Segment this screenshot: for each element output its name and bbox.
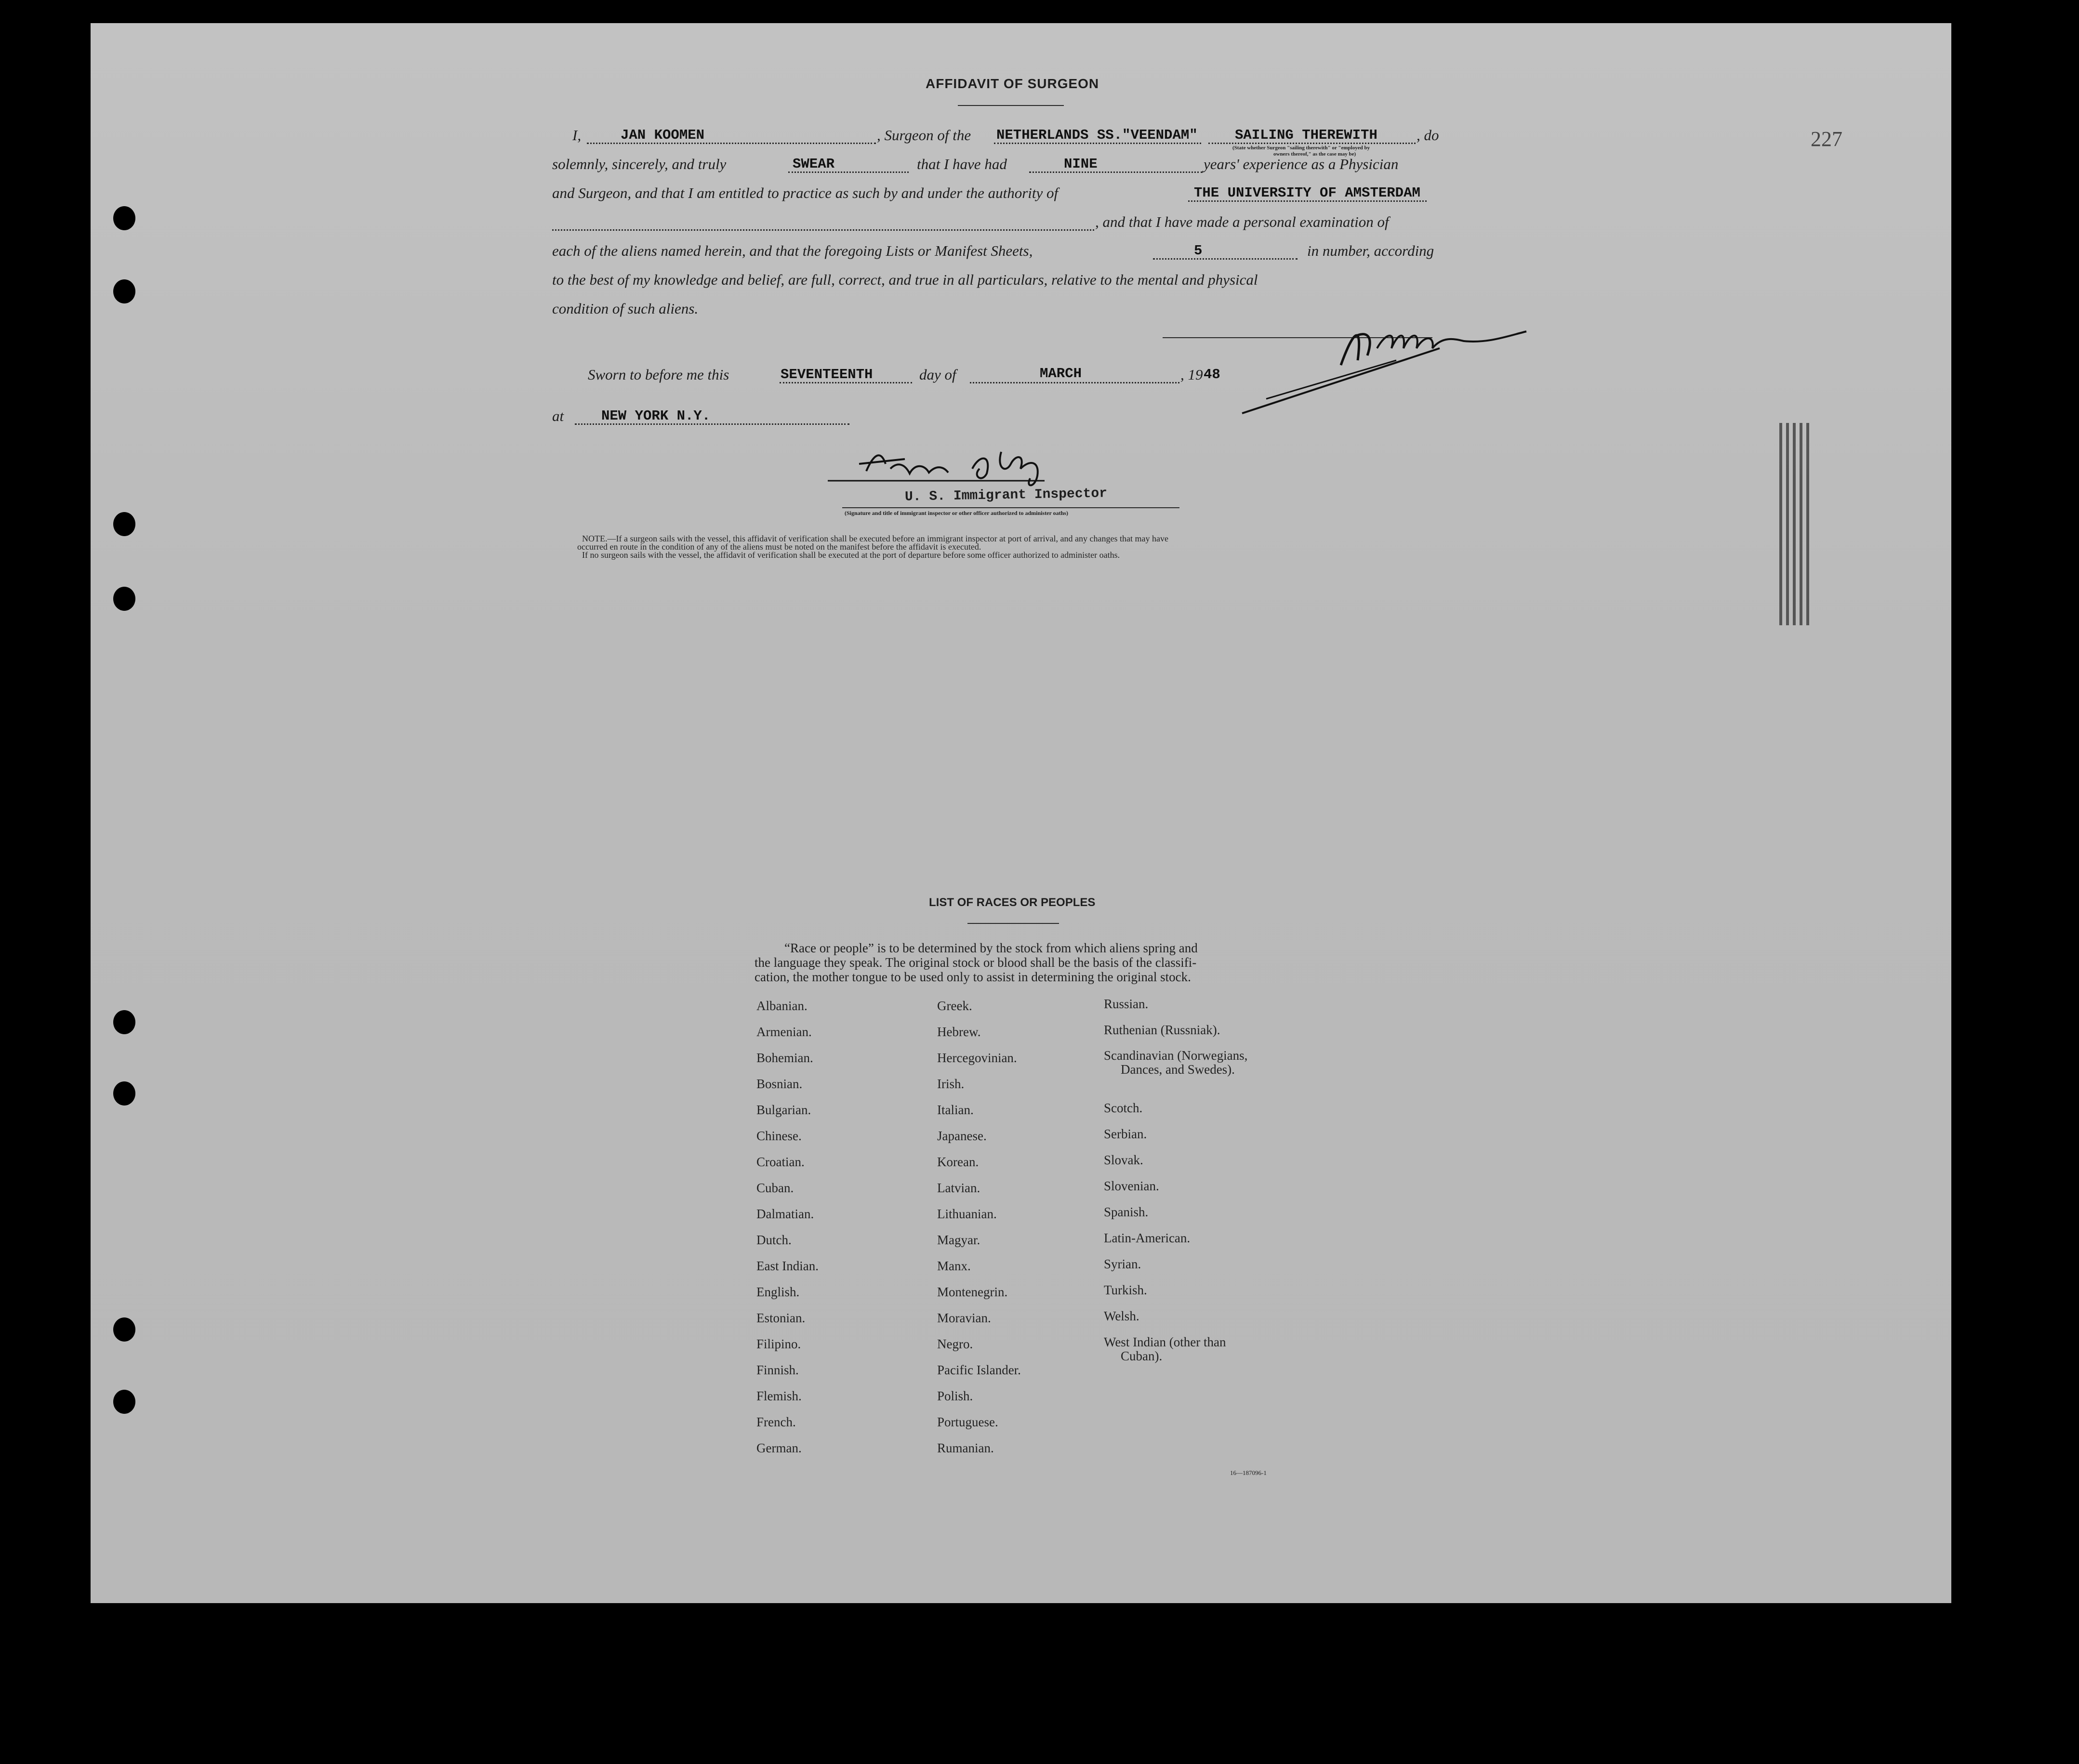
sworn-year-prefix: , 19 bbox=[1180, 366, 1203, 383]
race-item: Spanish. bbox=[1104, 1205, 1149, 1219]
race-item: Croatian. bbox=[756, 1155, 805, 1169]
line2-mid: that I have had bbox=[917, 156, 1007, 172]
race-item: Armenian. bbox=[756, 1025, 812, 1039]
race-item: Italian. bbox=[937, 1103, 974, 1117]
sailing-note-1: (State whether Surgeon "sailing therewith" or "employed by bbox=[1232, 145, 1370, 151]
race-item: Estonian. bbox=[756, 1311, 806, 1325]
race-item: Polish. bbox=[937, 1389, 973, 1403]
vessel-name: NETHERLANDS SS."VEENDAM" bbox=[996, 127, 1198, 143]
race-item: English. bbox=[756, 1285, 800, 1299]
race-item: Chinese. bbox=[756, 1129, 802, 1143]
race-item: Korean. bbox=[937, 1155, 979, 1169]
race-item: Filipino. bbox=[756, 1337, 801, 1351]
line5-prefix: each of the aliens named herein, and that the foregoing Lists or Manifest Sheets, bbox=[552, 242, 1033, 259]
note-line-2: occurred en route in the condition of any of the aliens must be noted on the manifest before the affidavit is executed. bbox=[577, 542, 981, 552]
line7-text: condition of such aliens. bbox=[552, 300, 699, 317]
punch-hole bbox=[113, 1317, 135, 1342]
race-item: Russian. bbox=[1104, 997, 1149, 1011]
sheets-count: 5 bbox=[1194, 243, 1203, 259]
sworn-prefix: Sworn to before me this bbox=[588, 366, 729, 383]
race-item: Pacific Islander. bbox=[937, 1363, 1021, 1377]
authority-line-2 bbox=[552, 229, 1094, 231]
race-item: Lithuanian. bbox=[937, 1207, 997, 1221]
race-item: Cuban). bbox=[1121, 1349, 1163, 1363]
race-item: Flemish. bbox=[756, 1389, 802, 1403]
race-item: Hercegovinian. bbox=[937, 1051, 1017, 1065]
years-line bbox=[1029, 171, 1203, 173]
race-item: Turkish. bbox=[1104, 1283, 1147, 1297]
race-item: Hebrew. bbox=[937, 1025, 981, 1039]
race-item: East Indian. bbox=[756, 1259, 819, 1273]
form-code: 16—187096-1 bbox=[1230, 1469, 1267, 1476]
race-item: Dutch. bbox=[756, 1233, 792, 1247]
authority: THE UNIVERSITY OF AMSTERDAM bbox=[1194, 185, 1420, 201]
inspector-title: U. S. Immigrant Inspector bbox=[904, 486, 1108, 505]
line5-end: in number, according bbox=[1307, 242, 1434, 259]
race-item: Albanian. bbox=[756, 999, 808, 1013]
document-sheet bbox=[91, 23, 1951, 1603]
note-line-3: If no surgeon sails with the vessel, the affidavit of verification shall be executed at the port of departure before some officer authorized to administer oaths. bbox=[582, 550, 1120, 560]
race-item: Irish. bbox=[937, 1077, 965, 1091]
punch-hole bbox=[113, 587, 135, 611]
years-experience: NINE bbox=[1064, 156, 1098, 172]
race-item: Montenegrin. bbox=[937, 1285, 1008, 1299]
races-title: LIST OF RACES OR PEOPLES bbox=[929, 896, 1096, 909]
race-item: Scotch. bbox=[1104, 1101, 1143, 1115]
races-intro-1: “Race or people” is to be determined by the stock from which aliens spring and bbox=[784, 941, 1198, 955]
race-item: West Indian (other than bbox=[1104, 1335, 1226, 1349]
race-item: Greek. bbox=[937, 999, 972, 1013]
race-item: Latin-American. bbox=[1104, 1231, 1191, 1245]
race-item: Manx. bbox=[937, 1259, 971, 1273]
title-rule bbox=[958, 105, 1064, 106]
line1-mid: , Surgeon of the bbox=[877, 127, 971, 144]
line3-text: and Surgeon, and that I am entitled to practice as such by and under the authority of bbox=[552, 184, 1059, 201]
punch-hole bbox=[113, 206, 135, 230]
race-item: Ruthenian (Russniak). bbox=[1104, 1023, 1220, 1037]
race-item: Cuban. bbox=[756, 1181, 794, 1195]
race-item: Japanese. bbox=[937, 1129, 987, 1143]
races-intro-2: the language they speak. The original stock or blood shall be the basis of the classifi- bbox=[755, 955, 1197, 970]
edge-stain bbox=[1779, 423, 1813, 625]
race-item: Serbian. bbox=[1104, 1127, 1147, 1141]
surgeon-name: JAN KOOMEN bbox=[621, 127, 705, 143]
oath-type: SWEAR bbox=[793, 156, 835, 172]
race-item: Dalmatian. bbox=[756, 1207, 814, 1221]
inspector-caption: (Signature and title of immigrant inspector or other officer authorized to administer oaths) bbox=[845, 510, 1068, 516]
race-item: Magyar. bbox=[937, 1233, 980, 1247]
race-item: Latvian. bbox=[937, 1181, 980, 1195]
punch-hole bbox=[113, 512, 135, 536]
line4-text: , and that I have made a personal examination of bbox=[1095, 213, 1389, 230]
sworn-month: MARCH bbox=[1040, 366, 1082, 382]
sworn-year: 48 bbox=[1204, 367, 1220, 382]
line6-text: to the best of my knowledge and belief, are full, correct, and true in all particulars, relative to the mental and physical bbox=[552, 271, 1258, 288]
race-item: French. bbox=[756, 1415, 796, 1429]
affidavit-title: AFFIDAVIT OF SURGEON bbox=[926, 76, 1099, 91]
sworn-day-of: day of bbox=[919, 366, 956, 383]
page-number: 227 bbox=[1811, 127, 1842, 151]
at-label: at bbox=[552, 408, 564, 424]
surgeon-signature bbox=[1237, 303, 1575, 423]
punch-hole bbox=[113, 1081, 135, 1106]
sailing-status: SAILING THEREWITH bbox=[1235, 127, 1377, 143]
punch-hole bbox=[113, 1390, 135, 1414]
race-item: Slovak. bbox=[1104, 1153, 1143, 1167]
race-item: Dances, and Swedes). bbox=[1121, 1062, 1235, 1077]
race-item: German. bbox=[756, 1441, 802, 1455]
sailing-note-2: owners thereof," as the case may be) bbox=[1273, 151, 1356, 157]
sworn-place: NEW YORK N.Y. bbox=[601, 408, 711, 424]
race-item: Syrian. bbox=[1104, 1257, 1141, 1271]
race-item: Portuguese. bbox=[937, 1415, 998, 1429]
sworn-day: SEVENTEENTH bbox=[781, 367, 873, 382]
inspector-signature-line bbox=[842, 507, 1179, 508]
inspector-signature bbox=[813, 435, 1083, 493]
race-item: Welsh. bbox=[1104, 1309, 1139, 1323]
race-item: Negro. bbox=[937, 1337, 973, 1351]
line2-end: years' experience as a Physician bbox=[1204, 156, 1399, 172]
race-item: Finnish. bbox=[756, 1363, 799, 1377]
race-item: Moravian. bbox=[937, 1311, 991, 1325]
races-intro-3: cation, the mother tongue to be used only to assist in determining the original stock. bbox=[755, 970, 1191, 984]
line1-prefix: I, bbox=[572, 127, 582, 144]
race-item: Slovenian. bbox=[1104, 1179, 1159, 1193]
race-item: Rumanian. bbox=[937, 1441, 994, 1455]
races-title-rule bbox=[967, 923, 1059, 924]
sworn-month-line bbox=[970, 382, 1179, 383]
race-item: Bohemian. bbox=[756, 1051, 813, 1065]
note-line-1: NOTE.—If a surgeon sails with the vessel, this affidavit of verification shall be executed before an immigrant inspector at port of arrival, and any changes that may have bbox=[582, 534, 1168, 543]
punch-hole bbox=[113, 1010, 135, 1034]
race-item: Bosnian. bbox=[756, 1077, 803, 1091]
race-item: Scandinavian (Norwegians, bbox=[1104, 1048, 1248, 1063]
line1-end: , do bbox=[1417, 127, 1439, 144]
race-item: Bulgarian. bbox=[756, 1103, 811, 1117]
line2-prefix: solemnly, sincerely, and truly bbox=[552, 156, 727, 172]
punch-hole bbox=[113, 279, 135, 303]
sheets-line bbox=[1153, 258, 1298, 260]
